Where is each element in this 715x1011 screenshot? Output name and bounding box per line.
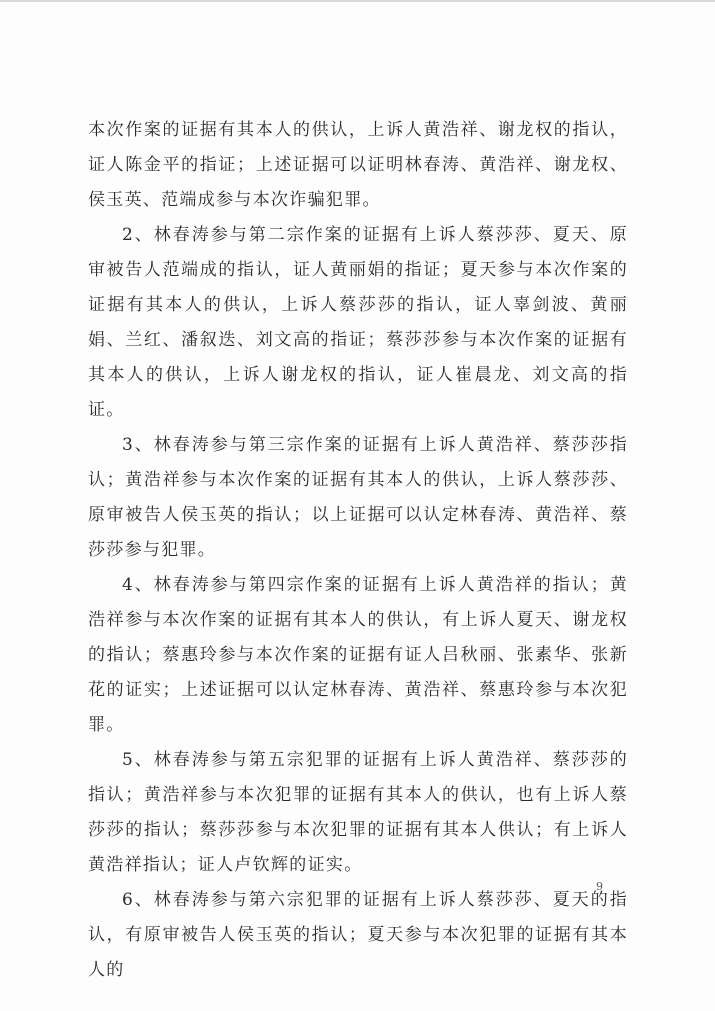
paragraph-item-4: 4、林春涛参与第四宗作案的证据有上诉人黄浩祥的指认；黄浩祥参与本次作案的证据有其本人的供认，有上诉人夏天、谢龙权的指认；蔡惠玲参与本次作案的证据有证人吕秋丽、张素华、张新花的证实；上述证据可以认定林春涛、黄浩祥、蔡惠玲参与本次犯罪。 (88, 575, 628, 735)
page-number: 9 (596, 880, 603, 893)
paragraph-item-5: 5、林春涛参与第五宗犯罪的证据有上诉人黄浩祥、蔡莎莎的指认；黄浩祥参与本次犯罪的证据有其本人的供认，也有上诉人蔡莎莎的指认；蔡莎莎参与本次犯罪的证据有其本人供认；有上诉人黄浩祥指认；证人卢钦辉的证实。 (88, 750, 628, 875)
paragraph-continuation: 本次作案的证据有其本人的供认，上诉人黄浩祥、谢龙权的指认，证人陈金平的指证；上述证据可以证明林春涛、黄浩祥、谢龙权、侯玉英、范端成参与本次诈骗犯罪。 (88, 120, 628, 210)
document-body (88, 113, 628, 988)
paragraph-item-2: 2、林春涛参与第二宗作案的证据有上诉人蔡莎莎、夏天、原审被告人范端成的指认，证人黄丽娟的指证；夏天参与本次作案的证据有其本人的供认，上诉人蔡莎莎的指认，证人辜剑波、黄丽娟、兰红、潘叙迭、刘文高的指证；蔡莎莎参与本次作案的证据有其本人的供认，上诉人谢龙权的指认，证人崔晨龙、刘文高的指证。 (88, 225, 628, 420)
paragraph-item-6: 6、林春涛参与第六宗犯罪的证据有上诉人蔡莎莎、夏天的指认，有原审被告人侯玉英的指认；夏天参与本次犯罪的证据有其本人的 (88, 890, 628, 980)
paragraph-item-3: 3、林春涛参与第三宗作案的证据有上诉人黄浩祥、蔡莎莎指认；黄浩祥参与本次作案的证据有其本人的供认，上诉人蔡莎莎、原审被告人侯玉英的指认；以上证据可以认定林春涛、黄浩祥、蔡莎莎参与犯罪。 (88, 435, 628, 560)
page-top-edge (0, 0, 715, 2)
